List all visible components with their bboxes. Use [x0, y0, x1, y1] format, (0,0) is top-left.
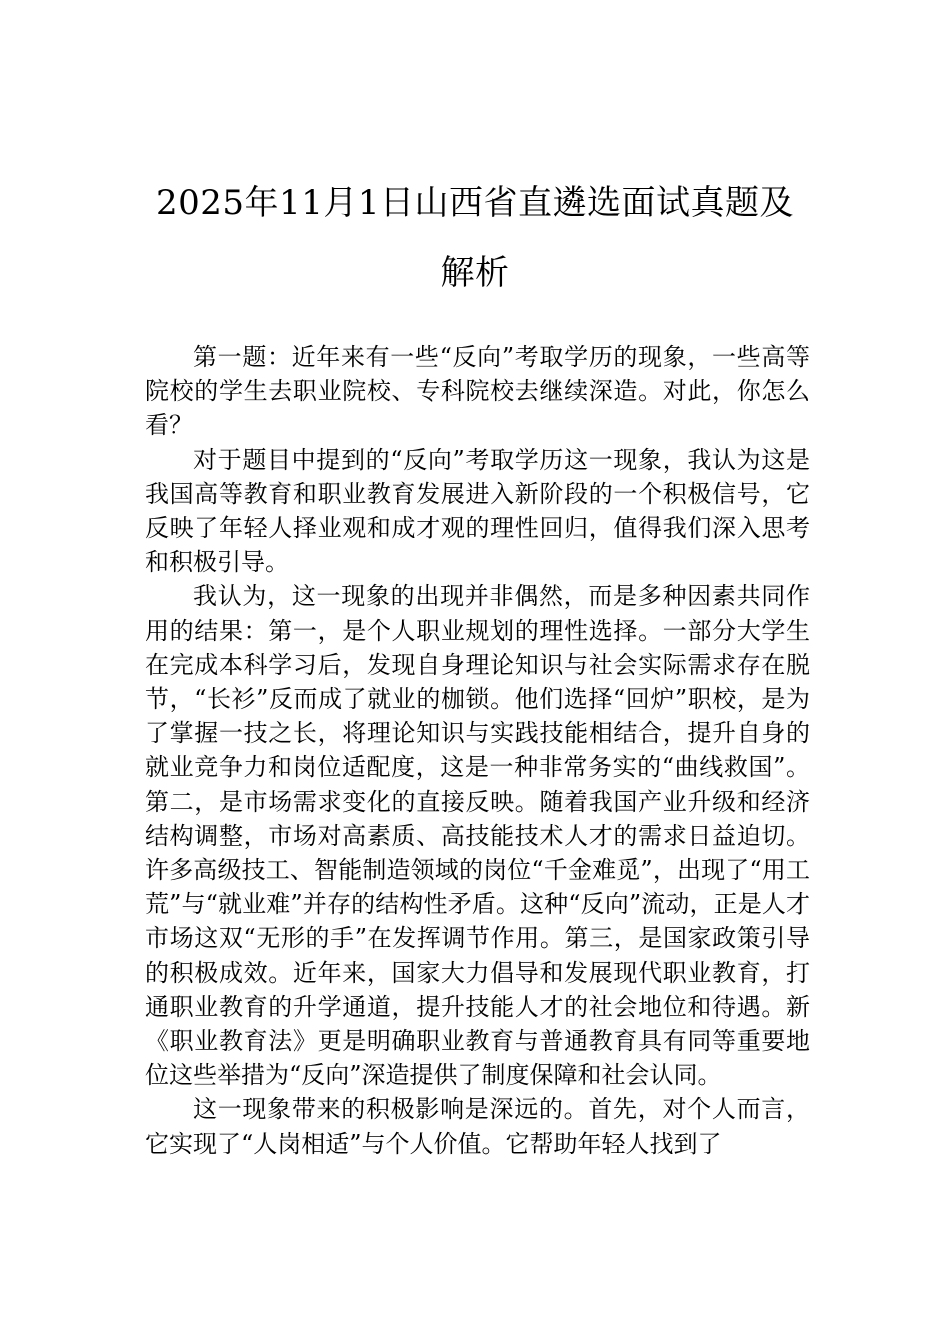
paragraph-causes: 我认为，这一现象的出现并非偶然，而是多种因素共同作用的结果：第一，是个人职业规划的理性选择。一部分大学生在完成本科学习后，发现自身理论知识与社会实际需求存在脱节，“长衫”反而成了就业的枷锁。他们选择“回炉”职校，是为了掌握一技之长，将理论知识与实践技能相结合，提升自身的就业竞争力和岗位适配度，这是一种非常务实的“曲线救国”。第二，是市场需求变化的直接反映。随着我国产业升级和经济结构调整，市场对高素质、高技能技术人才的需求日益迫切。许多高级技工、智能制造领域的岗位“千金难觅”，出现了“用工荒”与“就业难”并存的结构性矛盾。这种“反向”流动，正是人才市场这双“无形的手”在发挥调节作用。第三，是国家政策引导的积极成效。近年来，国家大力倡导和发展现代职业教育，打通职业教育的升学通道，提升技能人才的社会地位和待遇。新《职业教育法》更是明确职业教育与普通教育具有同等重要地位这些举措为“反向”深造提供了制度保障和社会认同。 [145, 582, 810, 1090]
paragraph-impact: 这一现象带来的积极影响是深远的。首先，对个人而言，它实现了“人岗相适”与个人价值。它帮助年轻人找到了 [145, 1095, 810, 1158]
document-body [145, 340, 810, 1161]
paragraph-question: 第一题：近年来有一些“反向”考取学历的现象，一些高等院校的学生去职业院校、专科院校去继续深造。对此，你怎么看？ [145, 343, 810, 440]
paragraph-intro: 对于题目中提到的“反向”考取学历这一现象，我认为这是我国高等教育和职业教育发展进入新阶段的一个积极信号，它反映了年轻人择业观和成才观的理性回归，值得我们深入思考和积极引导。 [145, 445, 810, 577]
document-title: 2025年11月1日山西省直遴选面试真题及解析 [156, 183, 794, 293]
